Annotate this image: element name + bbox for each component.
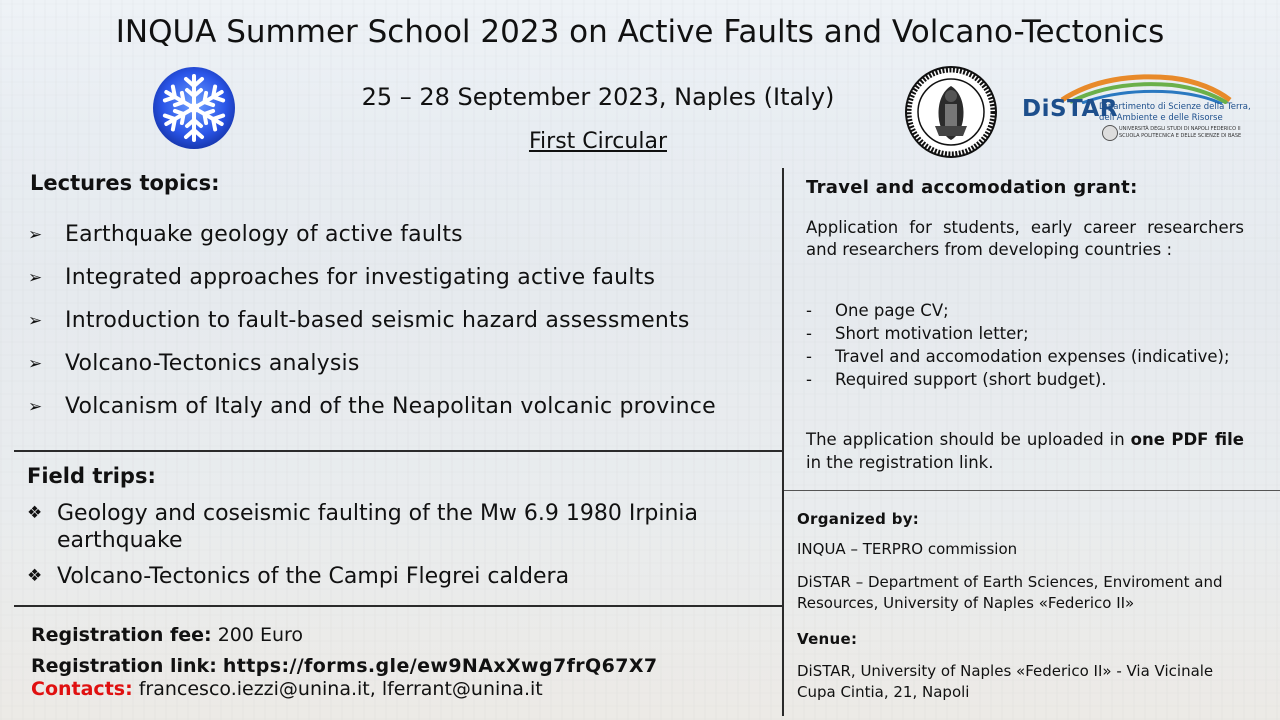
requirement-item: Short motivation letter; (835, 324, 1029, 343)
list-item (28, 351, 778, 394)
registration-fee-label: Registration fee: (31, 624, 212, 646)
dash-bullet: - (806, 347, 812, 366)
list-item (27, 563, 772, 590)
lectures-list (28, 222, 778, 437)
distar-subtitle-2: dell'Ambiente e delle Risorse (1099, 113, 1223, 123)
distar-university-2: SCUOLA POLITECNICA E DELLE SCIENZE DI BASE (1119, 133, 1242, 139)
diamond-bullet-icon: ❖ (27, 566, 43, 586)
list-item (806, 346, 1244, 368)
inqua-snowflake-icon (152, 66, 236, 150)
list-item (806, 300, 1244, 322)
arrow-bullet-icon: ➢ (28, 397, 43, 417)
diamond-bullet-icon: ❖ (27, 503, 43, 523)
travel-grant-intro: Application for students, early career researchers and researchers from developing countries : (806, 218, 1244, 259)
venue-heading: Venue: (797, 630, 858, 648)
distar-logo (1022, 70, 1251, 148)
vertical-divider (782, 168, 784, 716)
dash-bullet: - (806, 324, 812, 343)
registration-link[interactable]: https://forms.gle/ew9NAxXwg7frQ67X7 (222, 655, 658, 677)
registration-fee-row (31, 620, 781, 651)
registration-block (31, 620, 781, 705)
lectures-heading: Lectures topics: (30, 171, 220, 195)
lecture-topic: Introduction to fault-based seismic hazard assessments (65, 308, 690, 333)
contacts-emails[interactable]: francesco.iezzi@unina.it, lferrant@unina.it (138, 678, 543, 700)
dash-bullet: - (806, 370, 812, 389)
registration-fee-value: 200 Euro (217, 624, 304, 646)
lecture-topic: Integrated approaches for investigating active faults (65, 265, 656, 290)
list-item (28, 394, 778, 437)
distar-name: DiSTAR (1022, 96, 1118, 122)
arrow-bullet-icon: ➢ (28, 311, 43, 331)
field-trips-heading: Field trips: (27, 464, 156, 488)
travel-grant-heading: Travel and accomodation grant: (806, 177, 1138, 198)
organizer-distar: DiSTAR – Department of Earth Sciences, Enviroment and Resources, University of Naples «Federico II» (797, 573, 1223, 612)
organizer-inqua: INQUA – TERPRO commission (797, 540, 1018, 558)
lecture-topic: Volcano-Tectonics analysis (65, 351, 360, 376)
field-trip-item: Volcano-Tectonics of the Campi Flegrei caldera (57, 564, 570, 589)
page-title: INQUA Summer School 2023 on Active Faults and Volcano-Tectonics (115, 14, 1165, 50)
circular-text: First Circular (528, 129, 667, 154)
upload-text-bold: one PDF file (1130, 430, 1244, 449)
organized-by-heading: Organized by: (797, 510, 920, 528)
divider-travel-organized (784, 490, 1280, 491)
contacts-row (31, 674, 781, 705)
requirement-item: Required support (short budget). (835, 370, 1107, 389)
arrow-bullet-icon: ➢ (28, 354, 43, 374)
list-item (28, 222, 778, 265)
distar-university-1: UNIVERSITÀ DEGLI STUDI DI NAPOLI FEDERICO II (1119, 126, 1241, 132)
arrow-bullet-icon: ➢ (28, 225, 43, 245)
travel-requirements-list (806, 300, 1244, 392)
list-item (28, 265, 778, 308)
arrow-bullet-icon: ➢ (28, 268, 43, 288)
list-item (806, 369, 1244, 391)
lecture-topic: Volcanism of Italy and of the Neapolitan volcanic province (65, 394, 716, 419)
university-seal-icon (905, 66, 997, 158)
requirement-item: One page CV; (835, 301, 949, 320)
venue-address: DiSTAR, University of Naples «Federico II» - Via Vicinale Cupa Cintia, 21, Napoli (797, 662, 1214, 701)
field-trips-list (27, 500, 772, 599)
distar-seal-icon (1102, 125, 1118, 141)
requirement-item: Travel and accomodation expenses (indicative); (835, 347, 1230, 366)
distar-subtitle-1: Dipartimento di Scienze della Terra, (1099, 102, 1251, 112)
upload-text-pre: The application should be uploaded in (806, 430, 1125, 449)
registration-link-label: Registration link: (31, 655, 217, 677)
contacts-label: Contacts: (31, 678, 133, 700)
divider-field-registration (14, 605, 782, 607)
lecture-topic: Earthquake geology of active faults (65, 222, 463, 247)
field-trip-item: Geology and coseismic faulting of the Mw 6.9 1980 Irpinia earthquake (57, 501, 699, 553)
dash-bullet: - (806, 301, 812, 320)
divider-lectures-field (14, 450, 782, 452)
upload-text-post: in the registration link. (806, 453, 994, 472)
event-dates: 25 – 28 September 2023, Naples (Italy) (361, 83, 835, 111)
list-item (806, 323, 1244, 345)
list-item (28, 308, 778, 351)
list-item (27, 500, 772, 554)
upload-instructions (806, 428, 1244, 474)
